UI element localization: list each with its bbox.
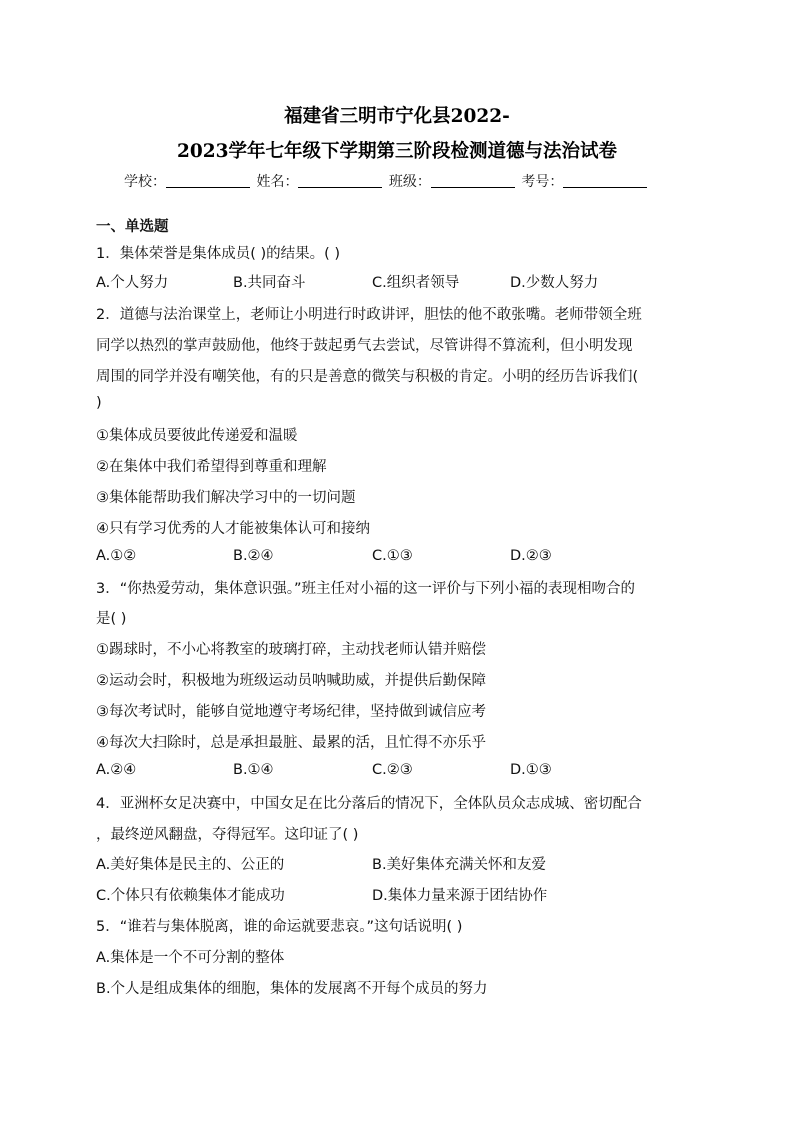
question-1-option-c: C.组织者领导 <box>372 275 460 291</box>
section-title: 一、单选题 <box>96 219 169 235</box>
exam-title-line2: 2023学年七年级下学期第三阶段检测道德与法治试卷 <box>177 141 617 162</box>
question-2-item-3: ③集体能帮助我们解决学习中的一切问题 <box>96 490 356 506</box>
question-4-option-c: C.个体只有依赖集体才能成功 <box>96 888 285 904</box>
student-info-row <box>124 171 649 191</box>
question-3-item-1: ①踢球时，不小心将教室的玻璃打碎，主动找老师认错并赔偿 <box>96 642 486 658</box>
question-3-stem-line1: 3．“你热爱劳动，集体意识强。”班主任对小福的这一评价与下列小福的表现相吻合的 <box>96 581 635 597</box>
question-4-stem-line2: ，最终逆风翻盘，夺得冠军。这印证了( ) <box>96 827 359 843</box>
name-blank <box>298 175 382 188</box>
question-4-option-a: A.美好集体是民主的、公正的 <box>96 857 285 873</box>
class-blank <box>431 175 515 188</box>
question-1-option-b: B.共同奋斗 <box>233 275 306 291</box>
class-label: 班级： <box>388 174 431 190</box>
question-3-option-d: D.①③ <box>510 762 552 778</box>
question-2-stem-line2: 同学以热烈的掌声鼓励他，他终于鼓起勇气去尝试，尽管讲得不算流利，但小明发现 <box>96 338 633 354</box>
question-3-option-b: B.①④ <box>233 762 274 778</box>
school-blank <box>166 175 250 188</box>
school-label: 学校： <box>124 174 166 190</box>
question-1-option-a: A.个人努力 <box>96 275 169 291</box>
question-3-item-2: ②运动会时，积极地为班级运动员呐喊助威，并提供后勤保障 <box>96 673 486 689</box>
question-4-option-b: B.美好集体充满关怀和友爱 <box>372 857 547 873</box>
name-label: 姓名： <box>256 174 299 190</box>
question-2-stem-line3: 周围的同学并没有嘲笑他，有的只是善意的微笑与积极的肯定。小明的经历告诉我们( <box>96 369 639 385</box>
question-3-item-3: ③每次考试时，能够自觉地遵守考场纪律，坚持做到诚信应考 <box>96 704 486 720</box>
question-2-item-4: ④只有学习优秀的人才能被集体认可和接纳 <box>96 521 370 537</box>
exam-number-blank <box>563 175 647 188</box>
question-2-stem-line4: ) <box>96 395 102 411</box>
exam-number-label: 考号： <box>521 174 564 190</box>
question-4-option-d: D.集体力量来源于团结协作 <box>372 888 548 904</box>
question-5-option-b: B.个人是组成集体的细胞，集体的发展离不开每个成员的努力 <box>96 981 488 997</box>
question-3-stem-line2: 是( ) <box>96 611 127 627</box>
question-5-stem: 5．“谁若与集体脱离，谁的命运就要悲哀。”这句话说明( ) <box>96 919 463 935</box>
exam-title-line1: 福建省三明市宁化县2022- <box>284 106 510 127</box>
question-2-item-1: ①集体成员要彼此传递爱和温暖 <box>96 428 298 444</box>
question-2-stem-line1: 2．道德与法治课堂上，老师让小明进行时政讲评，胆怯的他不敢张嘴。老师带领全班 <box>96 307 642 323</box>
question-3-option-c: C.②③ <box>372 762 413 778</box>
question-1-option-d: D.少数人努力 <box>510 275 599 291</box>
question-4-stem-line1: 4．亚洲杯女足决赛中，中国女足在比分落后的情况下，全体队员众志成城、密切配合 <box>96 796 642 812</box>
question-1-stem: 1．集体荣誉是集体成员( )的结果。( ) <box>96 246 341 262</box>
question-3-option-a: A.②④ <box>96 762 137 778</box>
question-2-option-b: B.②④ <box>233 548 274 564</box>
question-5-option-a: A.集体是一个不可分割的整体 <box>96 950 285 966</box>
question-2-item-2: ②在集体中我们希望得到尊重和理解 <box>96 459 327 475</box>
question-2-option-a: A.①② <box>96 548 137 564</box>
question-2-option-d: D.②③ <box>510 548 552 564</box>
question-2-option-c: C.①③ <box>372 548 413 564</box>
question-3-item-4: ④每次大扫除时，总是承担最脏、最累的活，且忙得不亦乐乎 <box>96 735 486 751</box>
